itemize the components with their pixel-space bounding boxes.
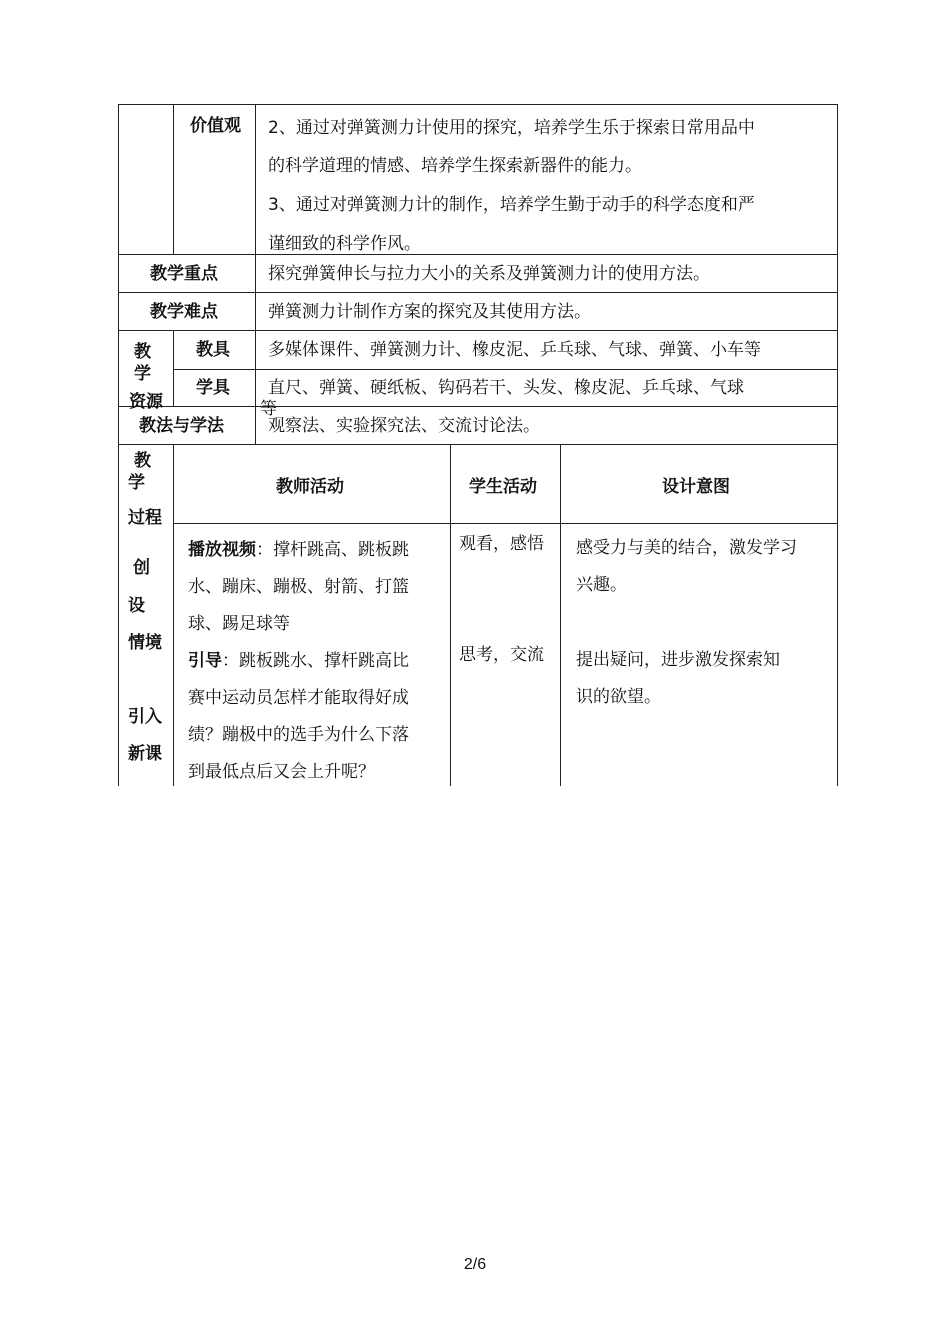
video-text: ：撑杆跳高、跳板跳: [256, 540, 409, 560]
key-point-text: 探究弹簧伸长与拉力大小的关系及弹簧测力计的使用方法。: [268, 264, 710, 284]
video-label: 播放视频: [188, 540, 256, 560]
stage-char: 情境: [128, 633, 162, 653]
resources-label-char: 资源: [129, 392, 163, 412]
design-intent-line: 识的欲望。: [576, 687, 661, 707]
student-tools-label: 学具: [196, 378, 230, 398]
teacher-tools-label: 教具: [196, 340, 230, 360]
process-label-char: 过程: [128, 508, 162, 528]
design-intent-line: 提出疑问，进步激发探索知: [576, 650, 780, 670]
methods-text: 观察法、实验探究法、交流讨论法。: [268, 416, 540, 436]
design-intent-header: 设计意图: [662, 477, 730, 497]
teacher-activity-line: 赛中运动员怎样才能取得好成: [188, 688, 409, 708]
student-tools-cell: [256, 370, 836, 419]
values-line-3: 3、通过对弹簧测力计的制作，培养学生勤于动手的科学态度和严: [268, 195, 755, 215]
stage-char: 新课: [128, 744, 162, 764]
teacher-activity-line: [188, 651, 409, 671]
design-intent-line: 感受力与美的结合，激发学习: [576, 538, 797, 558]
stage-char: 设: [128, 596, 145, 616]
resources-label-char: 教: [134, 342, 151, 362]
teacher-activity-line: [188, 540, 409, 560]
methods-label: 教法与学法: [139, 416, 224, 436]
process-label-char: 教: [134, 451, 151, 471]
student-activity-item: 观看，感悟: [459, 534, 544, 554]
values-label: 价值观: [190, 116, 241, 136]
student-tools-overflow: 等: [260, 399, 277, 419]
student-activity-header: 学生活动: [469, 477, 537, 497]
teacher-activity-line: 水、蹦床、蹦极、射箭、打篮: [188, 577, 409, 597]
teacher-activity-line: 到最低点后又会上升呢？: [188, 762, 375, 782]
guide-text: ：跳板跳水、撑杆跳高比: [222, 651, 409, 671]
values-line-4: 谨细致的科学作风。: [268, 234, 421, 254]
student-activity-item: 思考，交流: [459, 645, 544, 665]
design-intent-line: 兴趣。: [576, 575, 627, 595]
stage-char: 引入: [128, 707, 162, 727]
values-line-1: 2、通过对弹簧测力计使用的探究，培养学生乐于探索日常用品中: [268, 118, 755, 138]
key-point-label: 教学重点: [150, 264, 218, 284]
page-number: 2/6: [463, 1256, 487, 1273]
teacher-activity-line: 球、踢足球等: [188, 614, 290, 634]
process-label-char: 学: [128, 473, 145, 493]
resources-label: [119, 331, 172, 412]
teacher-activity-line: 绩？蹦极中的选手为什么下落: [188, 725, 409, 745]
values-line-2: 的科学道理的情感、培养学生探索新器件的能力。: [268, 156, 642, 176]
difficulty-label: 教学难点: [150, 302, 218, 322]
stage-char: 创: [133, 558, 150, 578]
difficulty-text: 弹簧测力计制作方案的探究及其使用方法。: [268, 302, 591, 322]
teacher-tools-text: 多媒体课件、弹簧测力计、橡皮泥、乒乓球、气球、弹簧、小车等: [268, 340, 761, 360]
student-tools-text: 直尺、弹簧、硬纸板、钩码若干、头发、橡皮泥、乒乓球、气球: [268, 378, 744, 398]
resources-label-char: 学: [134, 364, 151, 384]
teacher-activity-header: 教师活动: [276, 477, 344, 497]
guide-label: 引导: [188, 651, 222, 671]
